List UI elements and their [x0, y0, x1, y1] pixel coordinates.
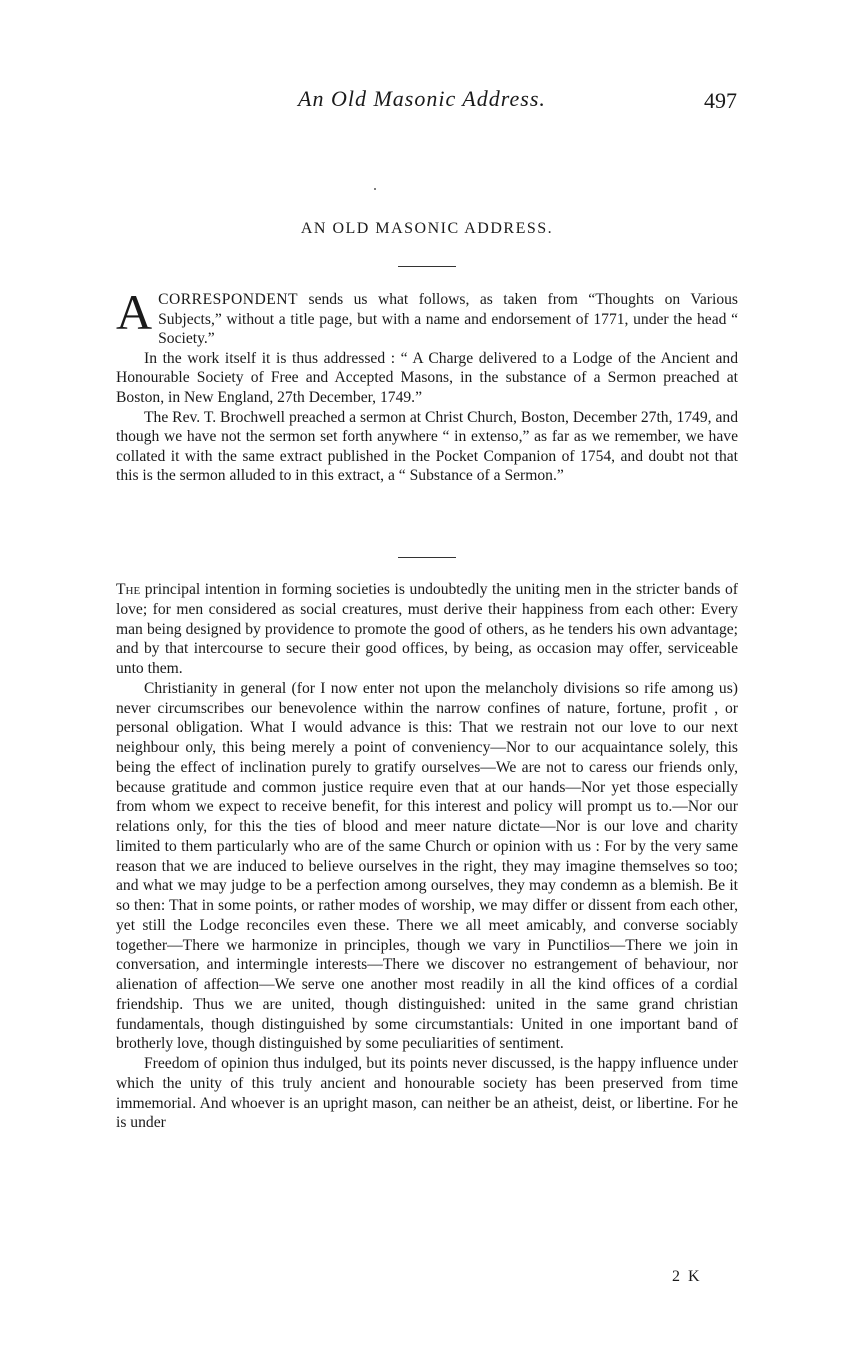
intro-paragraph-1-text: sends us what follows, as taken from “Thoughts on Various Subjects,” without a title page, but with a name and endorsement of 1771, under the head “ Society.”: [158, 291, 738, 348]
printer-mark: [374, 188, 376, 190]
editorial-introduction: [116, 284, 738, 486]
article-title: AN OLD MASONIC ADDRESS.: [300, 220, 554, 237]
body-lead-word: The: [116, 581, 141, 598]
section-rule: [398, 557, 456, 558]
running-title: An Old Masonic Address.: [298, 86, 546, 111]
intro-paragraph-3: The Rev. T. Brochwell preached a sermon at Christ Church, Boston, December 27th, 1749, and though we have not the sermon set forth anywhere “ in extenso,” as far as we remember, we have collated it with the same extract published in the Pocket Companion of 1754, and doubt not that this is the sermon alluded to in this extract, a “ Substance of a Sermon.”: [116, 408, 738, 485]
body-paragraph-3: Freedom of opinion thus indulged, but its points never discussed, is the happy influence under which the unity of this truly ancient and honourable society has been preserved from time immemorial. And whoever is an upright mason, can neither be an atheist, deist, or libertine. For he is under: [116, 1055, 738, 1132]
intro-paragraph-2: In the work itself it is thus addressed : “ A Charge delivered to a Lodge of the Ancient and Honourable Society of Free and Accepted Masons, in the substance of a Sermon preached at Boston, in New England, 27th December, 1749.”: [116, 349, 738, 406]
body-paragraph-1-text: principal intention in forming societies is undoubtedly the uniting men in the stricter bands of love; for men considered as social creatures, must derive their happiness from each other: Every man being designed by providence to promote the good of others, as he tenders his own advantage; and by that intercourse to secure their good offices, by being, as occasion may offer, serviceable unto them.: [116, 581, 738, 677]
page-number: 497: [704, 88, 737, 113]
address-body: [116, 580, 738, 1133]
running-head: [0, 86, 854, 116]
intro-paragraph-1: [116, 284, 738, 349]
title-rule: [398, 266, 456, 267]
body-paragraph-2: Christianity in general (for I now enter not upon the melancholy divisions so rife among us) never circumscribes our benevolence within the narrow confines of nature, fortune, profit , or personal obligation. What I would advance is this: That we restrain not our love to our next neighbour only, this being merely a point of conveniency—Nor to our acquaintance solely, this being the effect of inclination purely to gratify ourselves—We are not to caress our friends only, because gratitude and common justice require even that at our hands—Nor yet those especially from whom we expect to receive benefit, for this interest and policy will prompt us to.—Nor our relations only, for this the ties of blood and meer nature dictate—Nor is our love and charity limited to them particularly who are of the same Church or opinion with us : For by the very same reason that we are induced to believe ourselves in the right, they may imagine themselves so too; and what we may judge to be a perfection among ourselves, they may condemn as a blemish. Be it so then: That in some points, or rather modes of worship, we may differ or dissent from each other, yet still the Lodge reconciles even these. There we all meet amicably, and converse sociably together—There we harmonize in principles, though we vary in Punctilios—There we join in conversation, and intermingle interests—There we discover no estrangement of behaviour, nor alienation of affection—We serve one another most readily in all the kind offices of a cordial friendship. Thus we are united, though distinguished: united in the same grand christian fundamentals, though distinguished by some circumstantials: United in one important band of brotherly love, though distinguished by some peculiarities of sentiment.: [116, 679, 738, 1053]
drop-cap: A: [116, 284, 153, 340]
body-paragraph-1: [116, 580, 738, 679]
intro-lead-caps: CORRESPONDENT: [158, 291, 299, 308]
signature-mark: 2 K: [672, 1268, 702, 1285]
